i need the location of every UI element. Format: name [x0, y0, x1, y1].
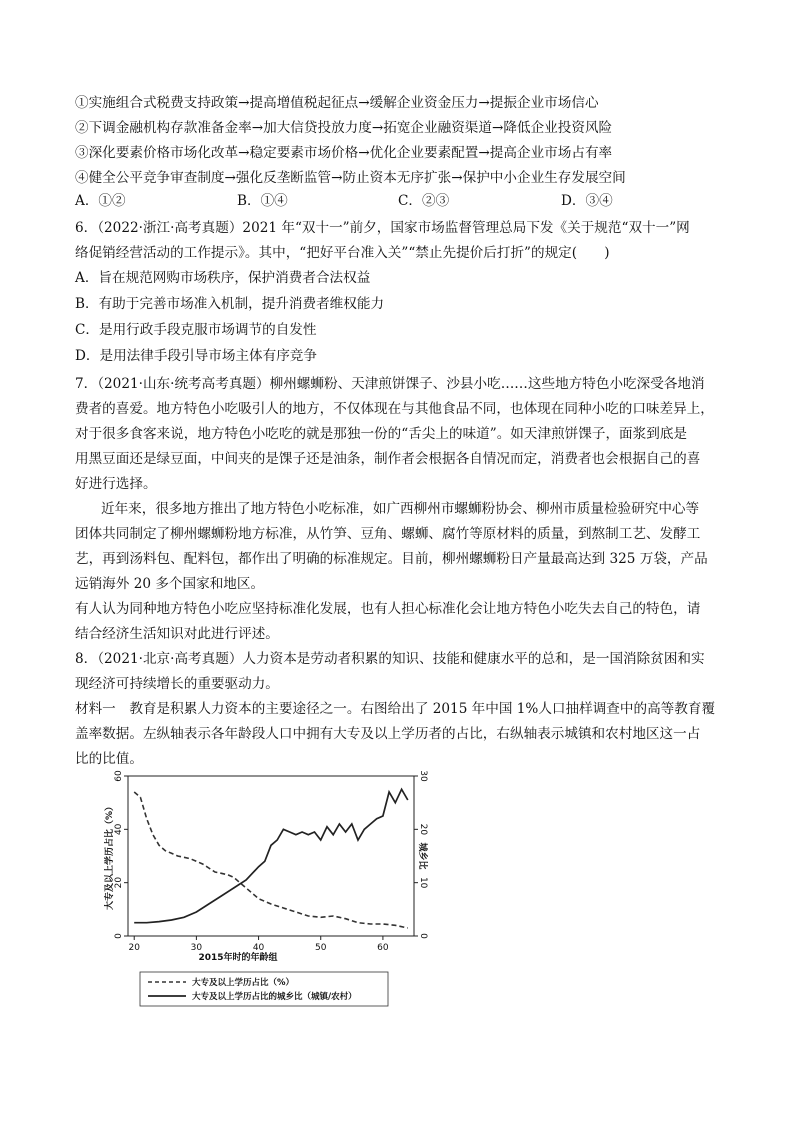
q6-stem-line-2: 络促销经营活动的工作提示》。其中，“把好平台准入关”“禁止先提价后打折”的规定( ) — [75, 245, 610, 261]
q8-line-5: 比的比值。 — [75, 751, 143, 767]
right-tick-label: 30 — [418, 770, 428, 782]
q5-item-4: ④健全公平竞争审查制度→强化反垄断监管→防止资本无序扩张→保护中小企业生存发展空间 — [75, 170, 626, 186]
q7-line-4: 用黑豆面还是绿豆面，中间夹的是馃子还是油条，制作者会根据各自情况而定，消费者也会根据自己的喜 — [75, 451, 701, 467]
plot-frame — [128, 776, 414, 936]
x-axis-label: 2015年时的年龄组 — [198, 953, 278, 963]
left-tick-label: 60 — [114, 770, 124, 782]
right-tick-label: 20 — [418, 823, 428, 836]
left-tick-label: 40 — [114, 823, 124, 836]
q5-option-b: B．①④ — [237, 193, 288, 209]
q7-para2-line-4: 远销海外 20 多个国家和地区。 — [75, 576, 265, 592]
legend-entry-ratio: 大专及以上学历占比的城乡比（城镇/农村） — [192, 992, 357, 1002]
x-tick-label: 40 — [252, 943, 265, 953]
q8-line-3: 材料一 教育是积累人力资本的主要途径之一。右图给出了 2015 年中国 1%人口抽样调查中的高等教育覆 — [75, 701, 716, 717]
series-ratio-line — [134, 789, 408, 922]
q6-option-c: C．是用行政手段克服市场调节的自发性 — [75, 322, 317, 338]
q5-item-1: ①实施组合式税费支持政策→提高增值税起征点→缓解企业资金压力→提振企业市场信心 — [75, 95, 599, 111]
q7-line-1: 7．（2021·山东·统考高考真题）柳州螺蛳粉、天津煎饼馃子、沙县小吃……这些地方特色小吃深受各地消 — [75, 376, 705, 392]
q7-line-2: 费者的喜爱。地方特色小吃吸引人的地方，不仅体现在与其他食品不同，也体现在同种小吃的口味差异上， — [75, 401, 714, 417]
q5-item-3: ③深化要素价格市场化改革→稳定要素市场价格→优化企业要素配置→提高企业市场占有率 — [75, 145, 613, 161]
right-tick-label: 0 — [418, 933, 428, 939]
q7-para2-line-1: 近年来，很多地方推出了地方特色小吃标准，如广西柳州市螺蛳粉协会、柳州市质量检验研究中心等 — [101, 501, 700, 517]
x-tick-label: 20 — [128, 943, 140, 953]
q7-question-line-2: 结合经济生活知识对此进行评述。 — [75, 626, 279, 642]
q6-option-d: D．是用法律手段引导市场主体有序竞争 — [75, 348, 317, 364]
series-share-line — [134, 792, 408, 928]
right-axis-label: 城乡比 — [417, 842, 427, 870]
left-tick-label: 0 — [114, 933, 124, 939]
left-axis-label: 大专及以上学历占比（%） — [105, 801, 115, 911]
right-tick-label: 10 — [418, 876, 428, 889]
q7-line-5: 好进行选择。 — [75, 476, 157, 492]
q7-para2-line-3: 艺，再到汤料包、配料包，都作出了明确的标准规定。目前，柳州螺蛳粉日产量最高达到 325 万袋，产品 — [75, 551, 708, 567]
education-chart — [98, 770, 428, 1010]
legend-entry-share: 大专及以上学历占比（%） — [192, 978, 295, 988]
q5-option-d: D．③④ — [561, 193, 613, 209]
q6-option-a: A．旨在规范网购市场秩序，保护消费者合法权益 — [75, 270, 371, 286]
x-tick-label: 50 — [315, 943, 327, 953]
q7-para2-line-2: 团体共同制定了柳州螺蛳粉地方标准，从竹笋、豆角、螺蛳、腐竹等原材料的质量，到熬制工艺、发酵工 — [75, 526, 701, 542]
q7-line-3: 对于很多食客来说，地方特色小吃吃的就是那独一份的“舌尖上的味道”。如天津煎饼馃子，面浆到底是 — [75, 426, 688, 442]
q6-option-b: B．有助于完善市场准入机制，提升消费者维权能力 — [75, 296, 385, 312]
q8-line-1: 8．（2021·北京·高考真题）人力资本是劳动者积累的知识、技能和健康水平的总和，是一国消除贫困和实 — [75, 651, 705, 667]
left-tick-label: 20 — [114, 876, 124, 889]
q5-option-a: A．①② — [75, 193, 126, 209]
q5-option-c: C．②③ — [398, 193, 450, 209]
q7-question-line-1: 有人认为同种地方特色小吃应坚持标准化发展，也有人担心标准化会让地方特色小吃失去自己的特色，请 — [75, 601, 701, 617]
x-tick-label: 30 — [190, 943, 203, 953]
q8-line-4: 盖率数据。左纵轴表示各年龄段人口中拥有大专及以上学历者的占比，右纵轴表示城镇和农村地区这一占 — [75, 726, 701, 742]
q8-line-2: 现经济可持续增长的重要驱动力。 — [75, 676, 279, 692]
x-tick-label: 60 — [377, 943, 389, 953]
q6-stem-line-1: 6．（2022·浙江·高考真题）2021 年“双十一”前夕，国家市场监督管理总局下发《关于规范“双十一”网 — [75, 220, 690, 236]
q5-item-2: ②下调金融机构存款准备金率→加大信贷投放力度→拓宽企业融资渠道→降低企业投资风险 — [75, 120, 613, 136]
